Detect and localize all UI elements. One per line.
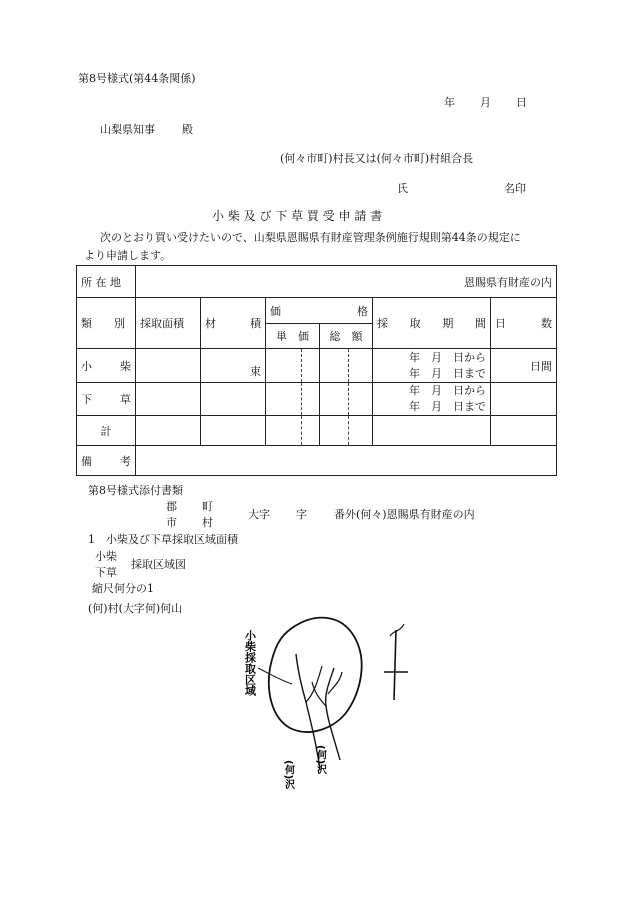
attachment-shitakusa: 下草: [95, 566, 117, 579]
row-shitakusa-from: 年 月 日から: [409, 384, 486, 397]
body-line-1: 次のとおり買い受けたいので、山梨県恩賜県有財産管理条例施行規則第44条の規定に: [100, 231, 521, 244]
attachment-aza: 字: [296, 508, 307, 521]
row-total-area: [136, 416, 201, 446]
area-outline: [269, 618, 362, 732]
remarks-label-1: 備: [81, 454, 92, 468]
row-total-label: 計: [100, 424, 112, 438]
material-header-1: 材: [205, 317, 216, 330]
total-price-header-cell: [320, 324, 373, 349]
area-map-sketch: [230, 610, 430, 795]
attachment-mura: 村: [202, 516, 213, 529]
period-header-cell: [373, 298, 491, 349]
price-header-1: 価: [270, 304, 281, 318]
attachment-place: (何)村(大字何)何山: [88, 602, 183, 615]
unit-price-header-cell: [266, 324, 320, 349]
period-header-1: 採: [377, 317, 388, 330]
attachment-oaza: 大字: [248, 508, 270, 521]
attachment-machi: 町: [202, 500, 213, 513]
row-shitakusa-unit-price-b: [302, 383, 320, 416]
days-header-cell: [491, 298, 557, 349]
row-shitakusa-days: [491, 383, 557, 416]
attachment-area-map: 採取区域図: [131, 558, 186, 571]
row-shoshiba-total-b: [349, 349, 373, 383]
attachment-heading: 第8号様式添付書類: [88, 484, 183, 497]
area-header: 採取面積: [140, 317, 184, 330]
material-header-2: 積: [250, 317, 261, 330]
row-total-total-b: [349, 416, 373, 446]
row-total-unit-price-b: [302, 416, 320, 446]
row-shoshiba-unit: 束: [250, 365, 261, 378]
row-shoshiba-to: 年 月 日まで: [409, 366, 486, 380]
row-shoshiba-days: 日間: [530, 359, 552, 373]
type-header: 類 別: [81, 317, 125, 330]
attachment-shi: 市: [166, 516, 177, 529]
row-shoshiba-from: 年 月 日から: [409, 350, 486, 364]
remarks-label-cell: [77, 446, 136, 476]
row-shitakusa-period: [373, 383, 491, 416]
addressee-honorific: 殿: [182, 123, 193, 136]
remarks-label-2: 考: [120, 454, 131, 468]
row-shitakusa-total-b: [349, 383, 373, 416]
unit-price-header: 単 価: [276, 330, 309, 343]
applicant-title: (何々市町)村長又は(何々市町)村組合長: [280, 152, 474, 165]
row-total-total-a: [320, 416, 349, 446]
row-shoshiba-days-cell: [491, 349, 557, 383]
area-header-cell: [136, 298, 201, 349]
price-header-2: 格: [357, 304, 368, 318]
row-shitakusa-label-cell: [77, 383, 136, 416]
row-total-material: [201, 416, 266, 446]
row-shoshiba-label-1: 小: [81, 359, 92, 373]
applicant-seal-label: 名印: [504, 182, 526, 195]
location-value-cell: [136, 266, 557, 298]
row-total-days: [491, 416, 557, 446]
row-shoshiba-unit-price-a: [266, 349, 302, 383]
row-shoshiba-material: [201, 349, 266, 383]
attachment-scale: 縮尺何分の1: [92, 582, 154, 595]
form-number: 第8号様式(第44条関係): [78, 72, 196, 85]
row-total-label-cell: [77, 416, 136, 446]
map-stream-1: (何)沢: [282, 760, 294, 790]
location-label: 所 在 地: [81, 275, 121, 289]
body-line-2: より申請します。: [84, 249, 172, 262]
row-shoshiba-area: [136, 349, 201, 383]
date-day-label: 日: [516, 96, 527, 109]
stream-right-branch: [312, 682, 326, 706]
row-shitakusa-area: [136, 383, 201, 416]
period-header-2: 取: [409, 317, 421, 330]
area-leader-line: [258, 668, 292, 684]
location-label-cell: [77, 266, 136, 298]
map-stream-2: (何)沢: [314, 745, 326, 775]
days-header-1: 日: [495, 317, 506, 330]
row-shitakusa-total-a: [320, 383, 349, 416]
row-shitakusa-label-1: 下: [81, 393, 92, 406]
location-value: 恩賜県有財産の内: [464, 275, 552, 289]
period-header-4: 間: [474, 317, 486, 330]
row-shoshiba-unit-price-b: [302, 349, 320, 383]
map-area-label: 小柴採取区域: [243, 630, 257, 696]
row-shitakusa-to: 年 月 日まで: [409, 400, 486, 413]
row-total-unit-price-a: [266, 416, 302, 446]
application-table: [76, 265, 557, 476]
stream-right-branch-2: [328, 672, 342, 694]
row-shitakusa-material: [201, 383, 266, 416]
north-arrow-line: [394, 630, 396, 700]
row-total-period: [373, 416, 491, 446]
row-shitakusa-unit-price-a: [266, 383, 302, 416]
north-arrow-head: [390, 624, 404, 636]
attachment-shoshiba: 小柴: [95, 550, 117, 563]
attachment-item-1: 1 小柴及び下草採取区域面積: [88, 533, 238, 546]
days-header-2: 数: [541, 317, 552, 330]
attachment-gun: 郡: [166, 500, 177, 513]
total-price-header: 総 額: [329, 330, 363, 343]
stream-left-branch: [306, 666, 322, 702]
remarks-value: [136, 446, 557, 476]
row-shoshiba-label-cell: [77, 349, 136, 383]
price-header-cell: [266, 298, 373, 324]
document-title: 小 柴 及 び 下 草 買 受 申 請 書: [212, 209, 383, 223]
date-month-label: 月: [480, 96, 491, 109]
period-header-3: 期: [442, 317, 454, 330]
date-year-label: 年: [444, 96, 455, 109]
material-header-cell: [201, 298, 266, 349]
row-shitakusa-label-2: 草: [120, 393, 131, 406]
attachment-banchi: 番外(何々)恩賜県有財産の内: [334, 508, 475, 521]
applicant-name-label: 氏: [397, 182, 408, 195]
row-shoshiba-label-2: 柴: [120, 359, 131, 373]
addressee-governor: 山梨県知事: [100, 123, 155, 136]
row-shoshiba-period: [373, 349, 491, 383]
row-shoshiba-total-a: [320, 349, 349, 383]
type-header-cell: [77, 298, 136, 349]
